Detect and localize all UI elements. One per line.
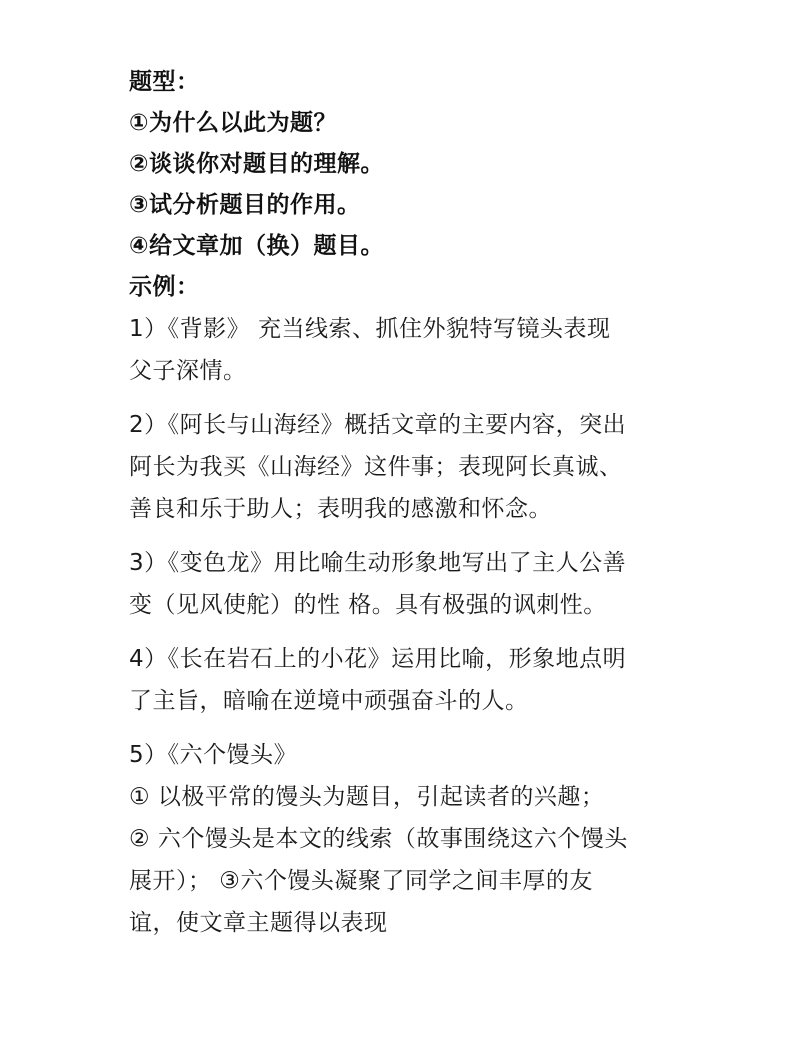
example-3-line-2: 变（见风使舵）的性 格。具有极强的讽刺性。 [129, 592, 607, 618]
example-2 [129, 404, 689, 530]
example-3-line-1: 3）《变色龙》用比喻生动形象地写出了主人公善 [129, 550, 627, 576]
example-5-line-4: 展开）； ③六个馒头凝聚了同学之间丰厚的友 [129, 868, 593, 894]
example-5-line-1: 5）《六个馒头》 [129, 742, 298, 768]
example-5-line-5: 谊，使文章主题得以表现 [129, 910, 388, 936]
example-4-line-2: 了主旨，暗喻在逆境中顽强奋斗的人。 [129, 688, 529, 714]
example-2-line-3: 善良和乐于助人；表明我的感激和怀念。 [129, 496, 552, 522]
example-1 [129, 308, 689, 392]
heading-examples: 示例： [129, 274, 200, 300]
heading-question-types: 题型： [129, 69, 200, 95]
question-type-4: ④给文章加（换）题目。 [129, 233, 384, 259]
example-5-line-3: ② 六个馒头是本文的线索（故事围绕这六个馒头 [129, 826, 628, 852]
example-4 [129, 638, 689, 722]
example-3 [129, 542, 689, 626]
example-2-line-1: 2）《阿长与山海经》概括文章的主要内容，突出 [129, 412, 627, 438]
question-type-1: ①为什么以此为题？ [129, 110, 337, 136]
question-type-2: ②谈谈你对题目的理解。 [129, 151, 384, 177]
question-type-3: ③试分析题目的作用。 [129, 192, 361, 218]
example-2-line-2: 阿长为我买《山海经》这件事；表现阿长真诚、 [129, 454, 623, 480]
example-5 [129, 734, 689, 944]
example-4-line-1: 4）《长在岩石上的小花》运用比喻，形象地点明 [129, 646, 627, 672]
document-page [129, 62, 689, 944]
example-1-line-1: 1）《背影》 充当线索、抓住外貌特写镜头表现 [129, 316, 611, 342]
example-1-line-2: 父子深情。 [129, 358, 247, 384]
example-5-line-2: ① 以极平常的馒头为题目，引起读者的兴趣； [129, 784, 605, 810]
